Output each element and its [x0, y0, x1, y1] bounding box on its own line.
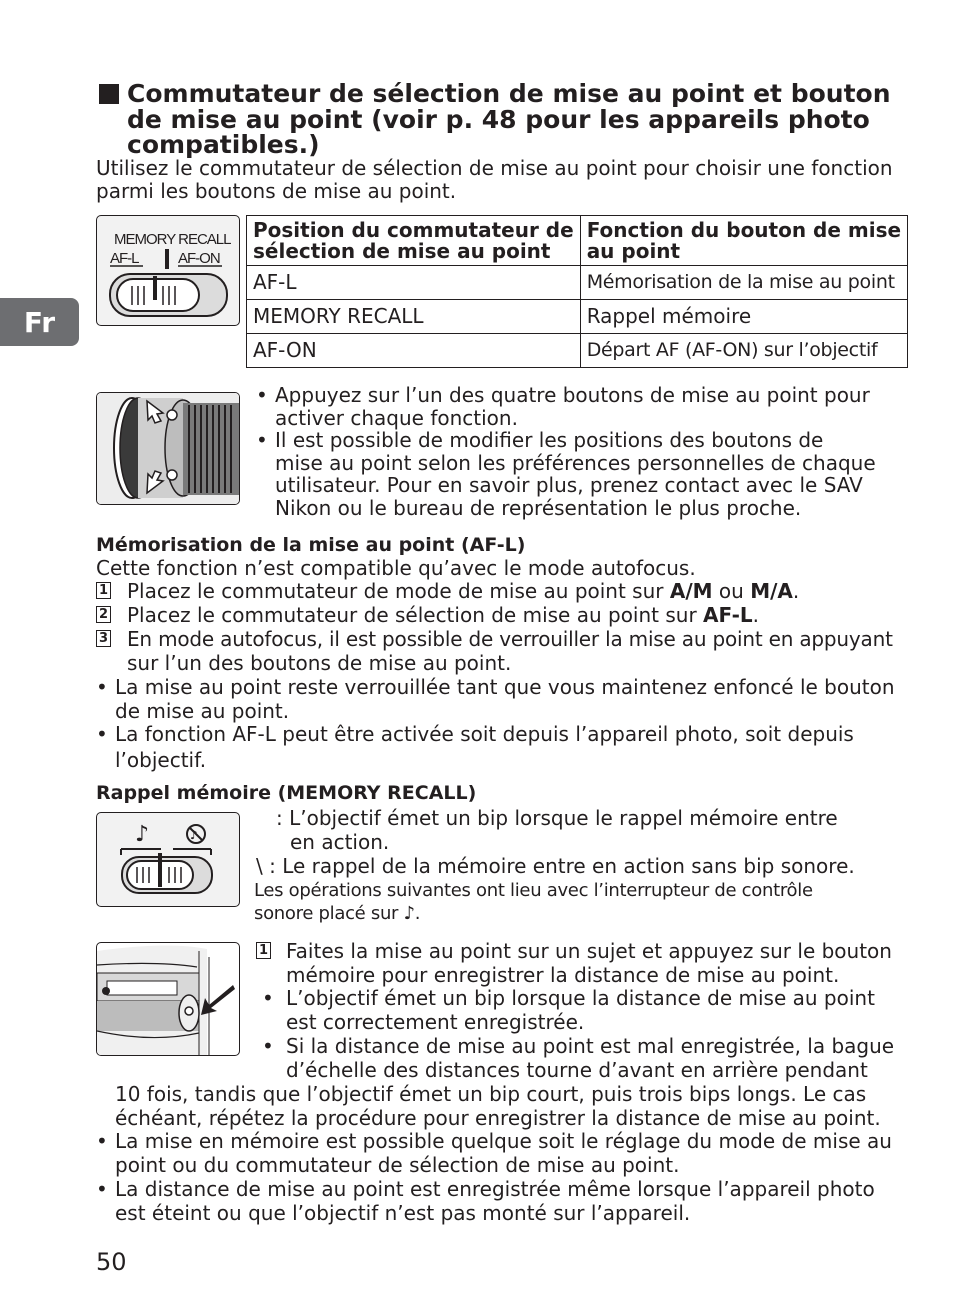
header-switch-position [247, 216, 581, 266]
beep-on-desc-line2: en action. [290, 830, 390, 854]
language-tab: Fr [0, 298, 79, 346]
beep-on-icon: ♪ [135, 822, 150, 847]
row-position-cell: AF-ON [247, 334, 581, 368]
intro-line2: parmi les boutons de mise au point. [96, 179, 457, 203]
memory-subbullet1-line2: est correctement enregistrée. [286, 1010, 585, 1034]
sound-note-line2: sonore placé sur ♪. [254, 903, 421, 924]
table-row [247, 266, 908, 300]
afl-step3-line1: En mode autofocus, il est possible de verrouiller la mise au point en appuyant [127, 627, 893, 651]
bullet-buttons-line1: Appuyez sur l’un des quatre boutons de mise au point pour [275, 383, 870, 407]
af-l-label: AF-L [110, 250, 139, 267]
afl-step1-or: ou [712, 579, 751, 603]
table-row [247, 334, 908, 368]
step-number-1: 1 [256, 942, 271, 959]
table-row [247, 300, 908, 334]
header-col1-line2: sélection de mise au point [253, 238, 551, 263]
memory-button-graphic [97, 943, 239, 1055]
bullet-positions-line1: Il est possible de modifier les positions des boutons de [275, 428, 824, 452]
bullet-dot: • [96, 1129, 108, 1153]
memory-subbullet2-line1: Si la distance de mise au point est mal enregistrée, la bague [286, 1034, 895, 1058]
sound-switch-graphic [97, 813, 239, 906]
bullet-buttons-line2: activer chaque fonction. [275, 406, 518, 430]
memory-step1-line1: Faites la mise au point sur un sujet et appuyez sur le bouton [286, 939, 892, 963]
afl-bullet2-line2: l’objectif. [115, 748, 207, 772]
bullet-dot: • [256, 428, 268, 452]
afl-bullet1-line2: de mise au point. [115, 699, 290, 723]
header-button-function [580, 216, 907, 266]
bullet-dot: • [96, 675, 108, 699]
beep-on-desc-line1: : L’objectif émet un bip lorsque le rappel mémoire entre [276, 806, 838, 830]
afl-bullet2-line1: La fonction AF-L peut être activée soit depuis l’appareil photo, soit depuis [115, 722, 854, 746]
lens-barrel-graphic [97, 393, 239, 504]
afl-step1-text: Placez le commutateur de mode de mise au point sur [127, 579, 670, 603]
memory-bullet1-line1: La mise en mémoire est possible quelque soit le réglage du mode de mise au [115, 1129, 892, 1153]
bullet-positions-line3: utilisateur. Pour en savoir plus, prenez contact avec le SAV [275, 473, 863, 497]
svg-text:♪: ♪ [190, 828, 198, 842]
afl-step2-period: . [752, 603, 759, 627]
afl-step2 [127, 604, 759, 627]
header-col1-line1: Position du commutateur de [253, 217, 574, 242]
step-number-2: 2 [96, 606, 111, 623]
afl-bullet1-line1: La mise au point reste verrouillée tant que vous maintenez enfoncé le bouton [115, 675, 895, 699]
header-col2-line1: Fonction du bouton de mise [586, 217, 902, 242]
memory-subbullet1-line1: L’objectif émet un bip lorsque la distance de mise au point [286, 986, 875, 1010]
afl-step1-period: . [792, 579, 800, 603]
memory-subbullet2-line4: échéant, répétez la procédure pour enregistrer la distance de mise au point. [115, 1106, 881, 1130]
header-col2-line2: au point [586, 238, 681, 263]
memory-bullet2-line1: La distance de mise au point est enregistrée même lorsque l’appareil photo [115, 1177, 875, 1201]
row-function-cell: Départ AF (AF-ON) sur l’objectif [580, 334, 907, 368]
memory-button-illustration [96, 942, 240, 1056]
bullet-dot: • [262, 986, 274, 1010]
memory-recall-label: MEMORY RECALL [114, 231, 231, 248]
afl-step3-line2: sur l’un des boutons de mise au point. [127, 651, 512, 675]
bullet-dot: • [256, 383, 268, 407]
section-title-line3: compatibles.) [127, 130, 320, 159]
memory-bullet1-line2: point ou du commutateur de sélection de mise au point. [115, 1153, 680, 1177]
afl-heading: Mémorisation de la mise au point (AF-L) [96, 534, 526, 556]
bullet-dot: • [96, 1177, 108, 1201]
step-number-3: 3 [96, 630, 111, 647]
bullet-positions-line2: mise au point selon les préférences personnelles de chaque [275, 451, 876, 475]
memory-subbullet2-line2: d’échelle des distances tourne d’avant en arrière pendant [286, 1058, 868, 1082]
memory-heading: Rappel mémoire (MEMORY RECALL) [96, 782, 477, 804]
bullet-dot: • [96, 722, 108, 746]
intro-line1: Utilisez le commutateur de sélection de mise au point pour choisir une fonction [96, 156, 893, 180]
afl-intro: Cette fonction n’est compatible qu’avec le mode autofocus. [96, 556, 696, 580]
step-number-1: 1 [96, 582, 111, 599]
afl-step1-ma: M/A [750, 579, 793, 603]
focus-switch-illustration [96, 215, 240, 326]
section-title-line1: Commutateur de sélection de mise au point et bouton [127, 79, 891, 108]
beep-off-desc: \ : Le rappel de la mémoire entre en action sans bip sonore. [256, 854, 855, 878]
row-function-cell: Rappel mémoire [580, 300, 907, 334]
afl-step1-am: A/M [669, 579, 713, 603]
section-bullet-square [99, 84, 119, 104]
sound-note-line1: Les opérations suivantes ont lieu avec l’interrupteur de contrôle [254, 880, 813, 901]
memory-step1-line2: mémoire pour enregistrer la distance de mise au point. [286, 963, 840, 987]
row-position-cell: MEMORY RECALL [247, 300, 581, 334]
memory-bullet2-line2: est éteint ou que l’objectif n’est pas monté sur l’appareil. [115, 1201, 691, 1225]
page-number: 50 [96, 1248, 127, 1276]
focus-switch-graphic [97, 216, 239, 325]
afl-step1 [127, 580, 799, 603]
row-position-cell: AF-L [247, 266, 581, 300]
focus-function-table [246, 215, 908, 368]
sound-switch-illustration [96, 812, 240, 907]
afl-step2-text: Placez le commutateur de sélection de mise au point sur [127, 603, 704, 627]
afl-step2-afl: AF-L [703, 603, 753, 627]
section-title-line2: de mise au point (voir p. 48 pour les appareils photo [127, 105, 870, 134]
bullet-dot: • [262, 1034, 274, 1058]
af-on-label: AF-ON [178, 250, 220, 267]
lens-focus-buttons-illustration [96, 392, 240, 505]
row-function-cell: Mémorisation de la mise au point [580, 266, 907, 300]
bullet-positions-line4: Nikon ou le bureau de représentation le plus proche. [275, 496, 802, 520]
table-header-row [247, 216, 908, 266]
memory-subbullet2-line3: 10 fois, tandis que l’objectif émet un bip court, puis trois bips longs. Le cas [115, 1082, 867, 1106]
